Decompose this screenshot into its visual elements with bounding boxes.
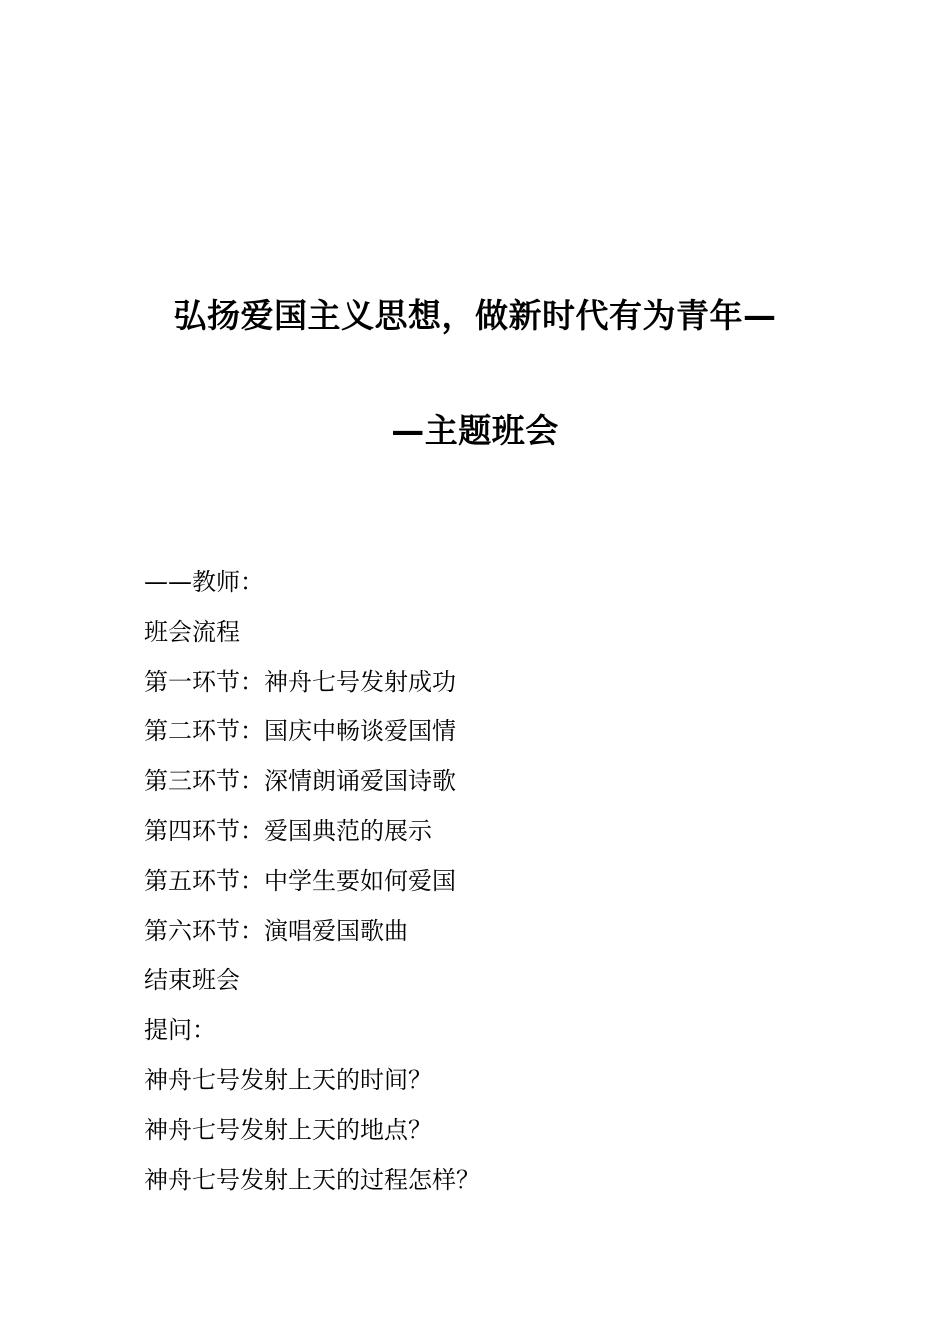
question-1: 神舟七号发射上天的时间？: [144, 1065, 432, 1094]
closing-line: 结束班会: [144, 966, 240, 995]
document-title-line-1: 弘扬爱国主义思想，做新时代有为青年—: [173, 296, 777, 335]
teacher-line: ——教师：: [144, 568, 264, 596]
process-step-2: 第二环节：国庆中畅谈爱国情: [144, 717, 456, 746]
process-step-4: 第四环节：爱国典范的展示: [144, 816, 432, 845]
process-step-5: 第五环节：中学生要如何爱国: [144, 866, 456, 895]
document-title-line-2: —主题班会: [391, 411, 559, 450]
process-step-3: 第三环节：深情朗诵爱国诗歌: [144, 767, 456, 796]
process-step-6: 第六环节：演唱爱国歌曲: [144, 916, 408, 945]
questions-heading: 提问：: [144, 1016, 216, 1045]
document-body: [144, 558, 864, 1205]
question-2: 神舟七号发射上天的地点？: [144, 1115, 432, 1144]
section-heading-process: 班会流程: [144, 617, 240, 646]
process-step-1: 第一环节：神舟七号发射成功: [144, 667, 456, 696]
question-3: 神舟七号发射上天的过程怎样？: [144, 1165, 480, 1194]
